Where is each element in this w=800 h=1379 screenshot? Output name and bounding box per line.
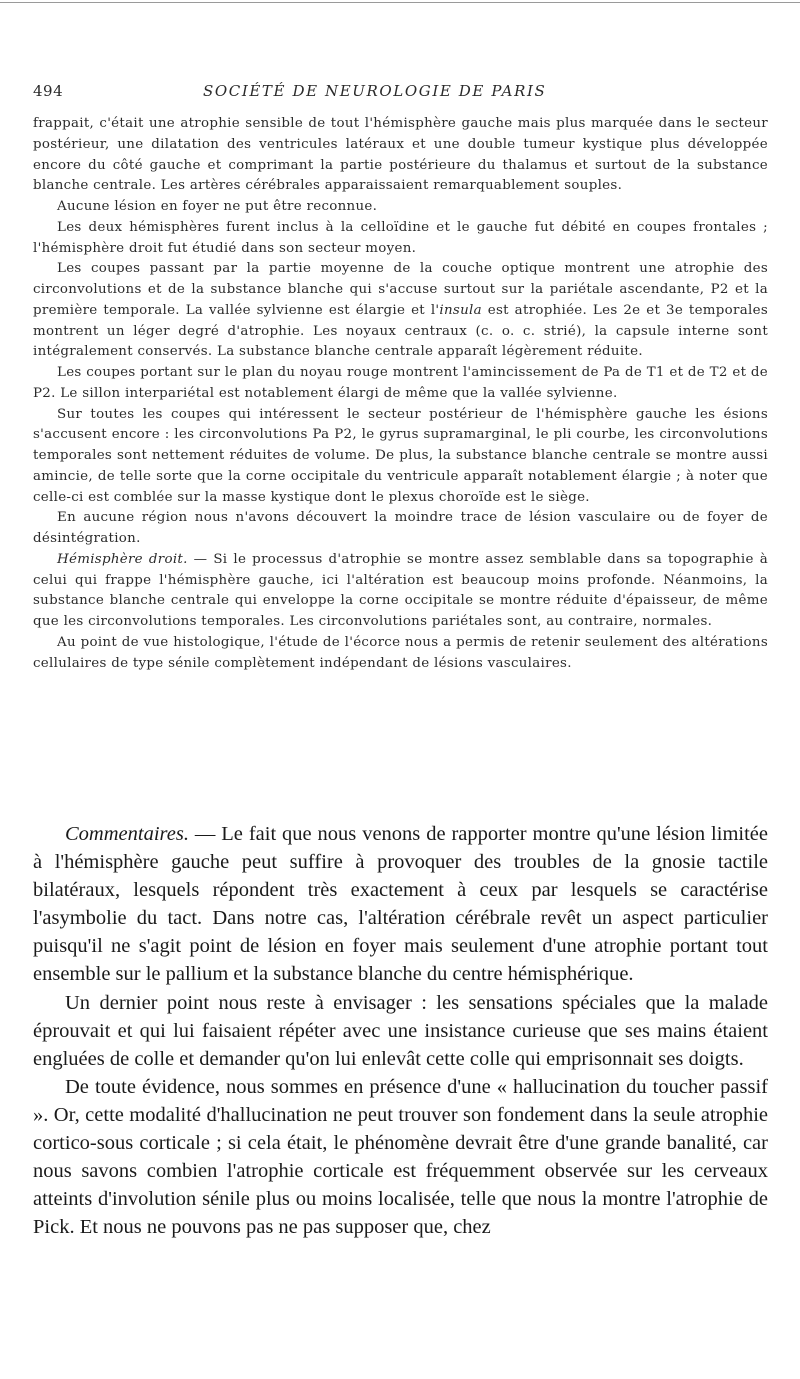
paragraph-histology: Au point de vue histologique, l'étude de l'écorce nous a permis de retenir seulement des altérations cellulaires de type sénile complètement indépendant de lésions vasculaires. bbox=[33, 634, 768, 671]
paragraph-posterior-sector: Sur toutes les coupes qui intéressent le secteur postérieur de l'hémisphère gauche les ésions s'accusent encore : les circonvolutions Pa P2, le gyrus supramarginal, le pli courbe, les circonvolutions temporales sont nettement réduites de volume. De plus, la substance blanche centrale se montre aussi amincie, de telle sorte que la corne occipitale du ventricule apparaît notablement élargie ; à noter que celle-ci est comblée sur la masse kystique dont le plexus choroïde est le siège. bbox=[33, 406, 768, 505]
commentary-intro-text: — Le fait que nous venons de rapporter montre qu'une lésion limitée à l'hémisphère gauche peut suffire à provoquer des troubles de la gnosie tactile bilatéraux, lesquels répondent très exactement à ceux par lesquels se caractérise l'asymbolie du tact. Dans notre cas, l'altération cérébrale revêt un aspect particulier puisqu'il ne s'agit point de lésion en foyer mais seulement d'une atrophie portant tout ensemble sur le pallium et la substance blanche du centre hémisphérique. bbox=[33, 823, 768, 986]
page-number: 494 bbox=[33, 82, 64, 100]
right-hemisphere-text: — Si le processus d'atrophie se montre assez semblable dans sa topographie à celui qui frappe l'hémisphère gauche, ici l'altération est beaucoup moins profonde. Néanmoins, la substance blanche centrale qui enveloppe la corne occipitale se montre réduite d'épaisseur, de même que les circonvolutions temporales. Les circonvolutions pariétales sont, au contraire, normales. bbox=[33, 551, 768, 629]
paragraph-red-nucleus-sections: Les coupes portant sur le plan du noyau rouge montrent l'amincissement de Pa de T1 et de T2 et de P2. Le sillon interpariétal est notablement élargi de même que la vallée sylvienne. bbox=[33, 365, 768, 401]
paragraph-sensations: Un dernier point nous reste à envisager : les sensations spéciales que la malade éprouvait et qui lui faisaient répéter avec une insistance curieuse que ses mains étaient engluées de colle et demander qu'on lui enlevât cette colle qui emprisonnait ses doigts. bbox=[33, 991, 768, 1070]
paragraph-no-vascular-lesion: En aucune région nous n'avons découvert la moindre trace de lésion vasculaire ou de foyer de désintégration. bbox=[33, 510, 768, 546]
right-hemisphere-label: Hémisphère droit. bbox=[57, 551, 188, 567]
insula-term: insula bbox=[439, 302, 482, 318]
case-report-small-print bbox=[33, 114, 768, 674]
p4-text-b: est atrophiée. Les 2e et 3e temporales montrent un léger degré d'atrophie. Les noyaux centraux (c. o. c. strié), la capsule interne sont intégralement conservés. La substance blanche centrale apparaît légèrement réduite. bbox=[33, 302, 768, 360]
paragraph-hallucination: De toute évidence, nous sommes en présence d'une « hallucination du toucher passif ». Or, cette modalité d'hallucination ne peut trouver son fondement dans la seule atrophie cortico-sous corticale ; si cela était, le phénomène devrait être d'une grande banalité, car nous savons combien l'atrophie corticale est fréquemment observée sur les cerveaux atteints d'involution sénile plus ou moins localisée, telle que nous la montre l'atrophie de Pick. Et nous ne pouvons pas ne pas supposer que, chez bbox=[33, 1075, 768, 1239]
commentary-section bbox=[33, 820, 768, 1241]
p4-text-a: Les coupes passant par la partie moyenne de la couche optique montrent une atrophie des circonvolutions et de la substance blanche qui s'accuse surtout sur la pariétale ascendante, P2 et la première temporale. La vallée sylvienne est élargie et l' bbox=[33, 261, 768, 318]
paragraph-autopsy-findings: frappait, c'était une atrophie sensible de tout l'hémisphère gauche mais plus marquée dans le secteur postérieur, une dilatation des ventricules latéraux et une double tumeur kystique plus développée encore du côté gauche et comprimant la partie postérieure du thalamus et surtout de la substance blanche centrale. Les artères cérébrales apparaissaient remarquablement souples. bbox=[33, 116, 768, 194]
page-header bbox=[33, 82, 768, 108]
paragraph-no-focal-lesion: Aucune lésion en foyer ne put être reconnue. bbox=[57, 199, 378, 214]
top-edge-rule bbox=[0, 2, 800, 3]
paragraph-sectioning-method: Les deux hémisphères furent inclus à la celloïdine et le gauche fut débité en coupes frontales ; l'hémisphère droit fut étudié dans son secteur moyen. bbox=[33, 219, 768, 256]
running-title: SOCIÉTÉ DE NEUROLOGIE DE PARIS bbox=[203, 82, 547, 100]
paragraph-optic-layer-sections bbox=[33, 259, 768, 363]
paragraph-right-hemisphere bbox=[33, 550, 768, 633]
commentary-label: Commentaires. bbox=[65, 823, 189, 845]
paragraph-commentary-intro bbox=[33, 820, 768, 989]
